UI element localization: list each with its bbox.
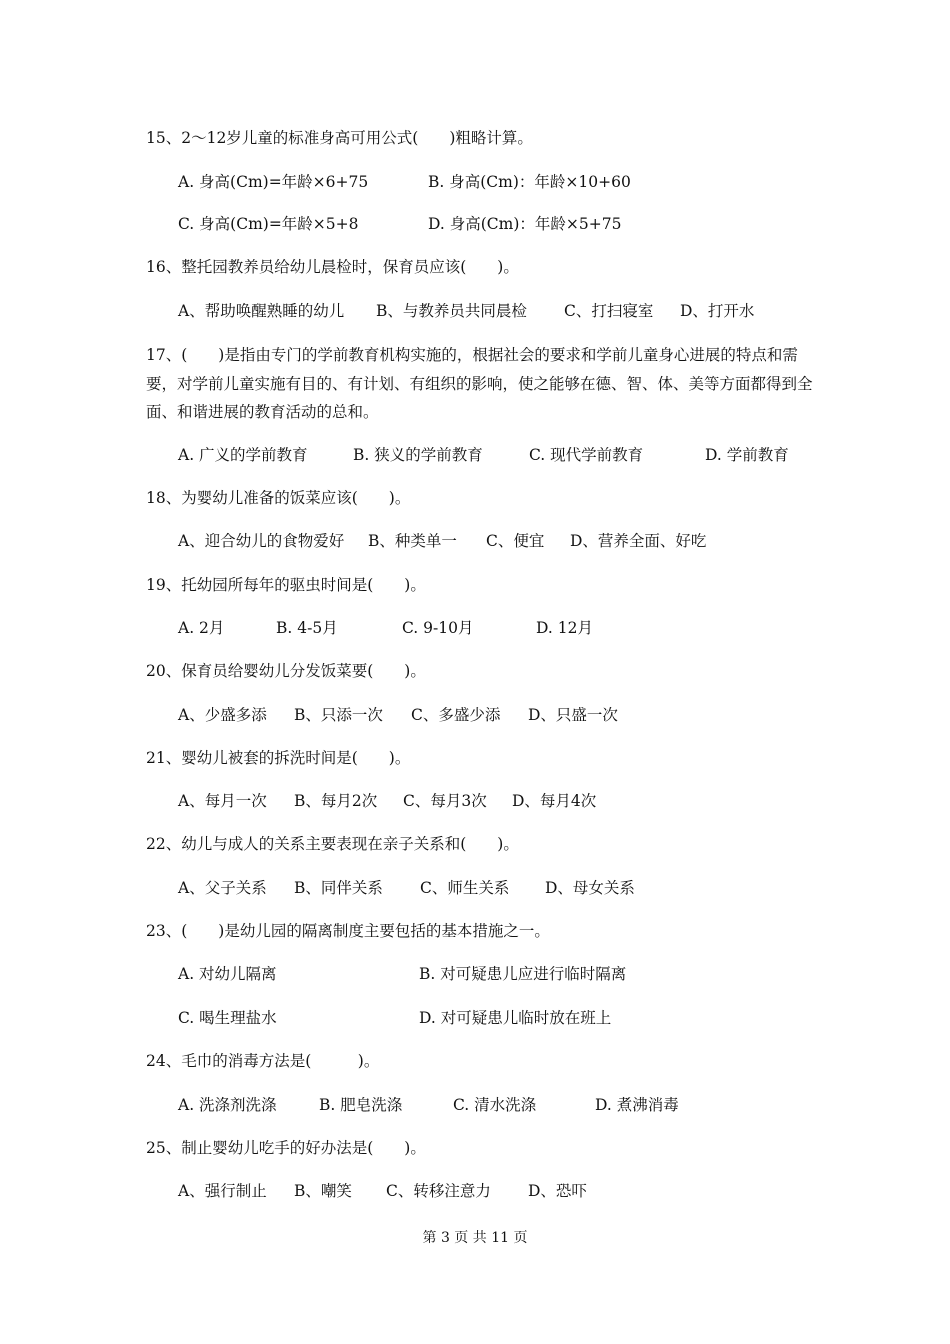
option: B、每月2次 <box>294 792 378 810</box>
option: A、帮助唤醒熟睡的幼儿 <box>178 302 345 320</box>
option: A、少盛多添 <box>178 706 267 724</box>
option: C. 喝生理盐水 <box>178 1009 277 1027</box>
option: D、只盛一次 <box>528 706 618 724</box>
option: A. 广义的学前教育 <box>178 446 308 464</box>
question-16-stem: 16、整托园教养员给幼儿晨检时，保育员应该( )。 <box>146 258 519 276</box>
option: C、便宜 <box>486 532 545 550</box>
option: B、种类单一 <box>368 532 457 550</box>
option: C、打扫寝室 <box>564 302 654 320</box>
option: C、多盛少添 <box>411 706 501 724</box>
option: C、师生关系 <box>420 879 510 897</box>
option: B、同伴关系 <box>294 879 383 897</box>
option: D、每月4次 <box>512 792 597 810</box>
question-21-stem: 21、婴幼儿被套的拆洗时间是( )。 <box>146 749 411 767</box>
option: C. 9-10月 <box>402 619 474 637</box>
question-18-stem: 18、为婴幼儿准备的饭菜应该( )。 <box>146 489 411 507</box>
option: D、营养全面、好吃 <box>570 532 707 550</box>
option: A、强行制止 <box>178 1182 267 1200</box>
question-15-stem: 15、2～12岁儿童的标准身高可用公式( )粗略计算。 <box>146 129 533 147</box>
option: D. 对可疑患儿临时放在班上 <box>419 1009 612 1027</box>
question-19-stem: 19、托幼园所每年的驱虫时间是( )。 <box>146 576 426 594</box>
option: A. 2月 <box>178 619 225 637</box>
option: C. 身高(Cm)=年龄×5+8 <box>178 215 359 233</box>
option: B. 对可疑患儿应进行临时隔离 <box>419 965 627 983</box>
question-17-stem: 17、( )是指由专门的学前教育机构实施的，根据社会的要求和学前儿童身心进展的特点和需要，对学前儿童实施有目的、有计划、有组织的影响，使之能够在德、智、体、美等方面都得到全面、和谐进展的教育活动的总和。 <box>146 346 813 421</box>
option: D、恐吓 <box>528 1182 587 1200</box>
option: C. 清水洗涤 <box>453 1096 537 1114</box>
option: A、父子关系 <box>178 879 267 897</box>
option: B. 4-5月 <box>276 619 338 637</box>
option: A. 身高(Cm)=年龄×6+75 <box>178 173 369 191</box>
question-23-stem: 23、( )是幼儿园的隔离制度主要包括的基本措施之一。 <box>146 922 550 940</box>
option: D. 学前教育 <box>705 446 789 464</box>
question-22-stem: 22、幼儿与成人的关系主要表现在亲子关系和( )。 <box>146 835 519 853</box>
option: B、只添一次 <box>294 706 383 724</box>
option: B. 肥皂洗涤 <box>319 1096 403 1114</box>
option: B. 身高(Cm)：年龄×10+60 <box>428 173 631 191</box>
option: C. 现代学前教育 <box>529 446 644 464</box>
option: A. 洗涤剂洗涤 <box>178 1096 277 1114</box>
option: B、嘲笑 <box>294 1182 352 1200</box>
option: D. 身高(Cm)：年龄×5+75 <box>428 215 622 233</box>
option: C、转移注意力 <box>386 1182 491 1200</box>
option: A、每月一次 <box>178 792 267 810</box>
question-20-stem: 20、保育员给婴幼儿分发饭菜要( )。 <box>146 662 426 680</box>
option: D. 煮沸消毒 <box>595 1096 679 1114</box>
question-25-stem: 25、制止婴幼儿吃手的好办法是( )。 <box>146 1139 426 1157</box>
option: A. 对幼儿隔离 <box>178 965 277 983</box>
option: D、打开水 <box>680 302 755 320</box>
page-footer: 第 3 页 共 11 页 <box>422 1230 528 1246</box>
option: D、母女关系 <box>545 879 635 897</box>
option: D. 12月 <box>536 619 593 637</box>
option: C、每月3次 <box>403 792 487 810</box>
option: B. 狭义的学前教育 <box>353 446 483 464</box>
option: A、迎合幼儿的食物爱好 <box>178 532 345 550</box>
option: B、与教养员共同晨检 <box>376 302 527 320</box>
question-24-stem: 24、毛巾的消毒方法是( )。 <box>146 1052 380 1070</box>
